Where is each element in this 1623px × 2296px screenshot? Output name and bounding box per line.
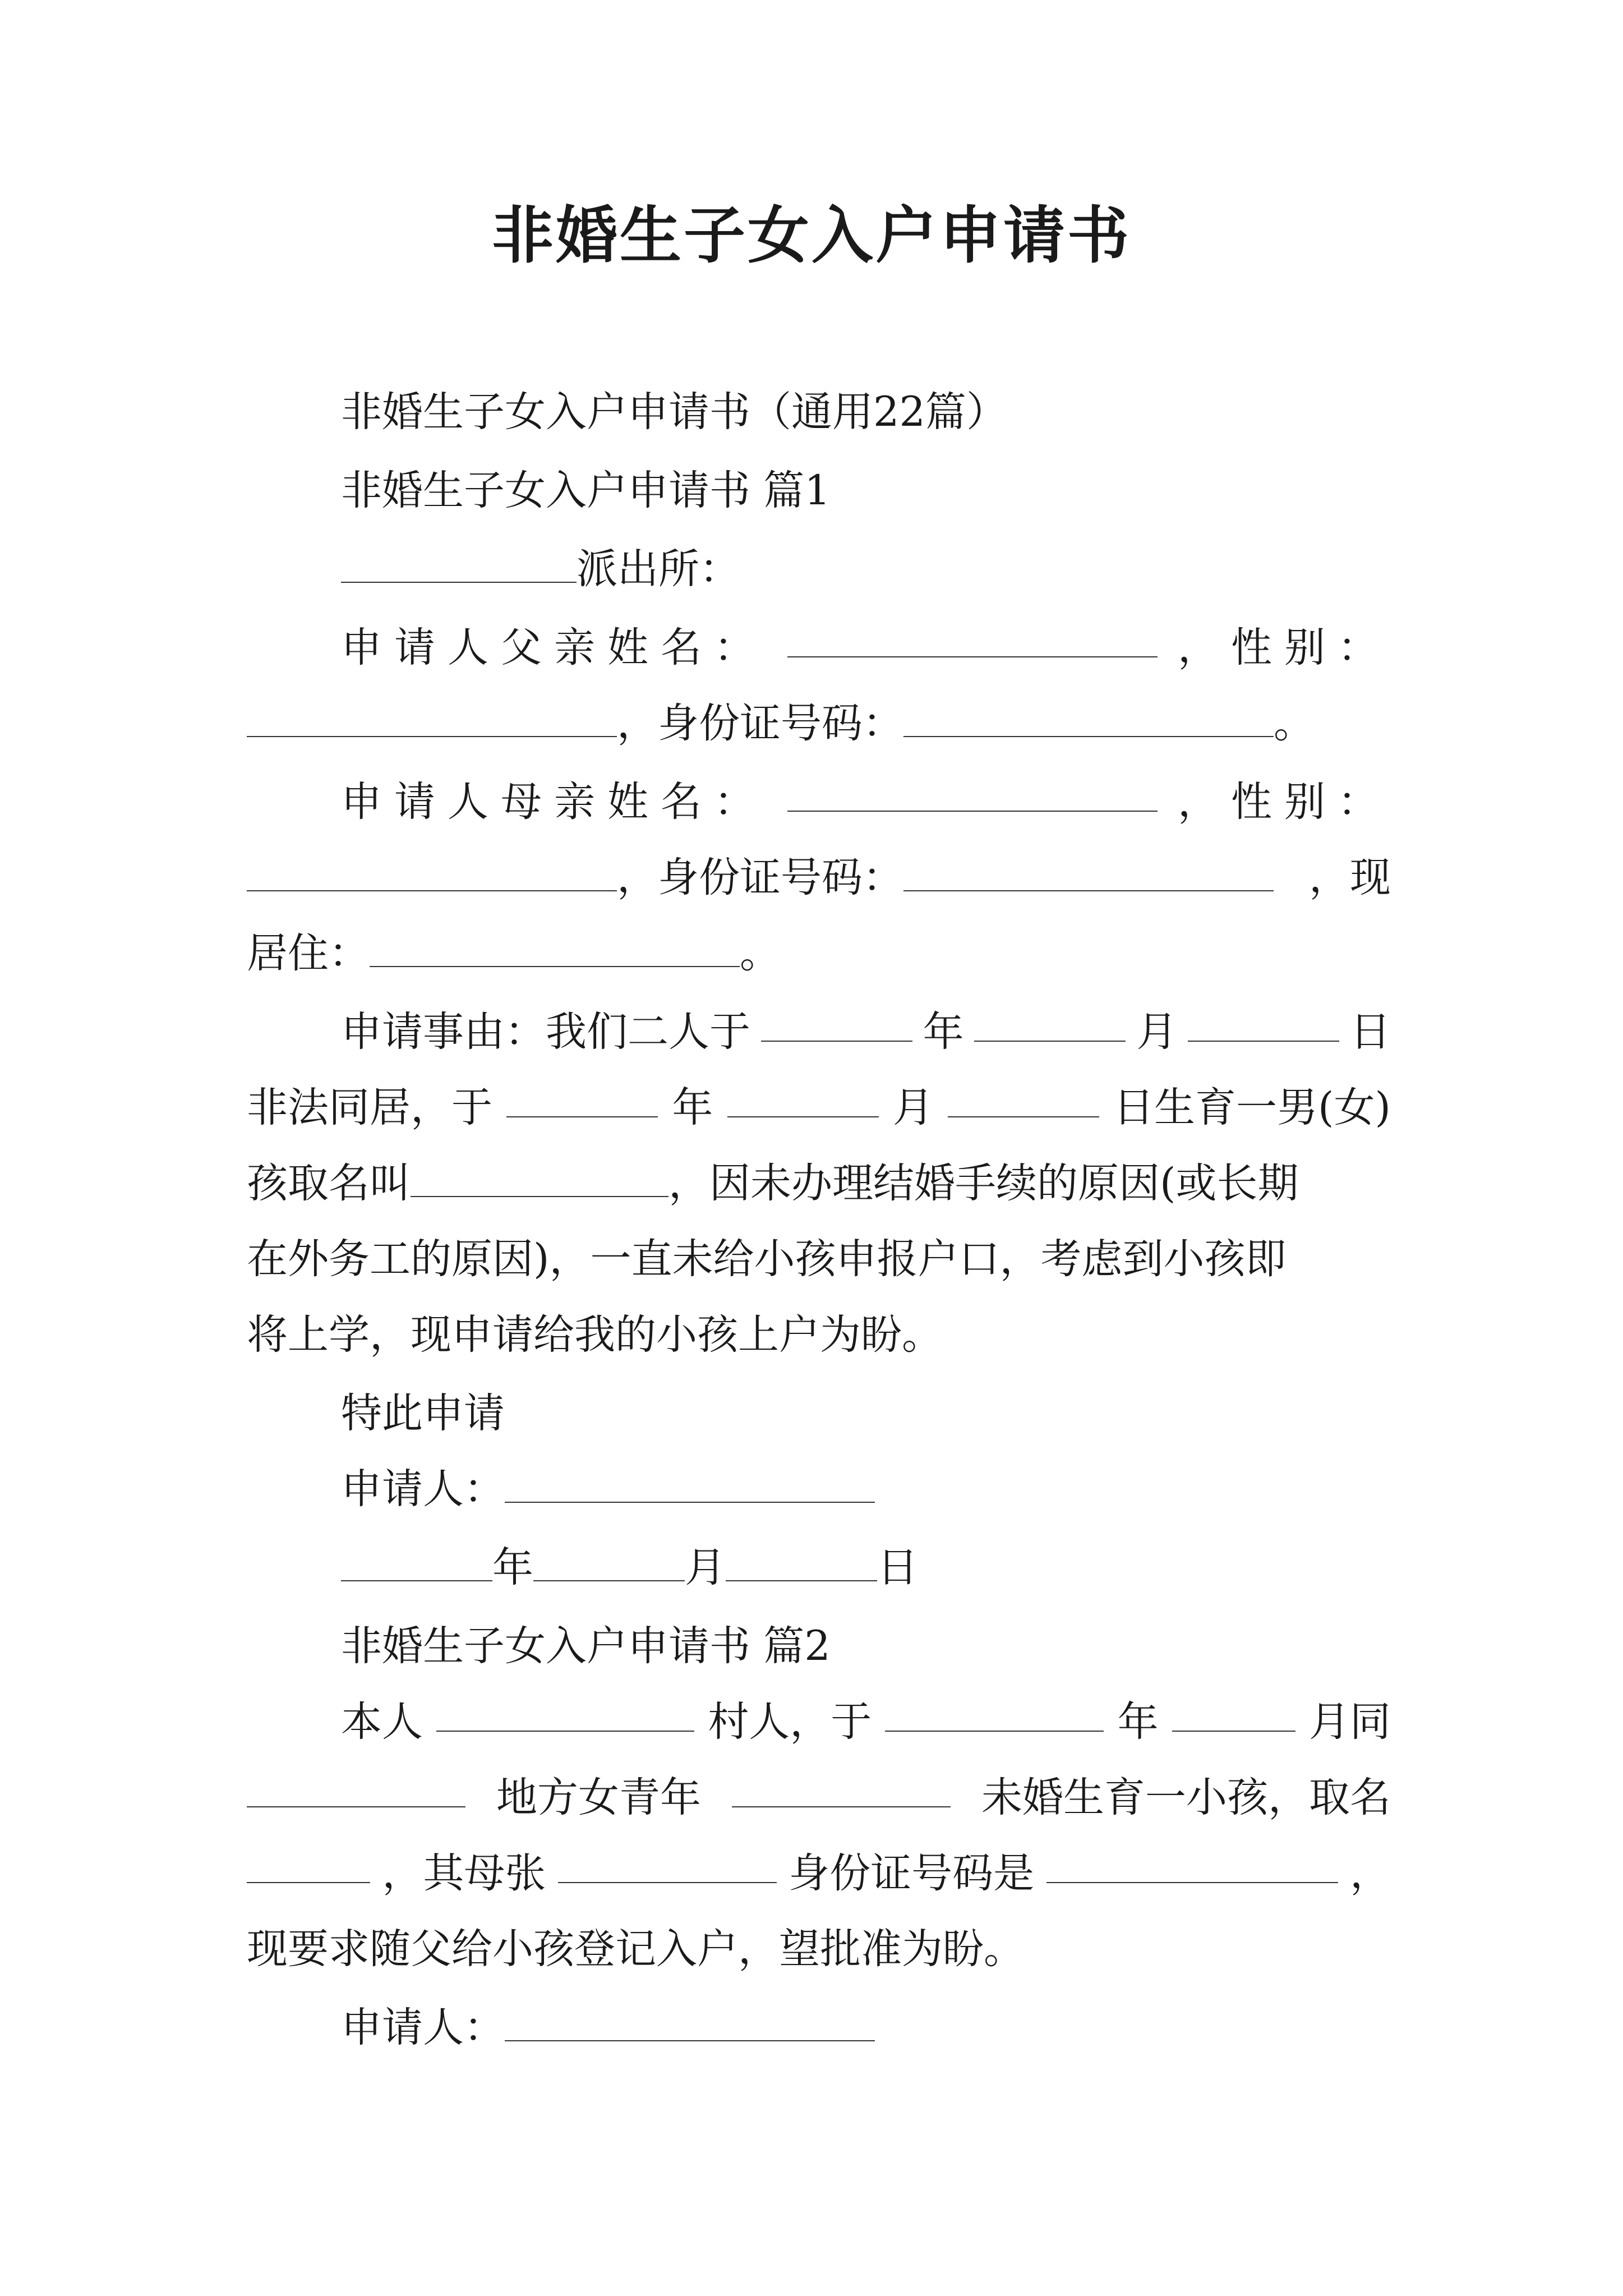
father-name-blank [787,617,1158,657]
a2-village-label: 村人，于 [708,1698,872,1746]
a2-month-blank [1172,1691,1295,1732]
date-year-label: 年 [492,1544,533,1591]
date-day-blank [726,1541,877,1581]
applicant-blank-1 [505,1462,875,1503]
cohabit-month-blank [974,1001,1126,1042]
subtitle: 非婚生子女入户申请书（通用22篇） [341,388,1007,436]
residence-blank [370,927,740,967]
date-year-blank [341,1541,492,1581]
date-month-blank [533,1541,685,1581]
residence-line [247,923,781,984]
father-id-label: ，身份证号码： [617,700,903,747]
article2-line-3 [247,1843,1391,1904]
mother-line [341,771,1391,833]
reason-intro: 申请事由：我们二人于 [341,1008,750,1056]
special-request: 特此申请 [341,1389,505,1437]
a2-village-blank [436,1691,694,1732]
birth-year-blank [506,1077,658,1117]
birth-month-blank [727,1077,879,1117]
applicant-label-2: 申请人： [341,2004,505,2051]
birth-day-blank [948,1077,1099,1117]
a2-mother-blank [558,1843,777,1883]
father-id-period: 。 [1274,700,1315,747]
father-gender-label: ，性别： [1178,624,1391,671]
father-name-label: 申请人父亲姓名： [341,624,767,671]
applicant-label-1: 申请人： [341,1465,505,1513]
applicant-blank-2 [505,2001,875,2041]
father-gender-blank [247,697,617,737]
applicant-line-2 [341,1997,875,2059]
birth-month-label: 月 [892,1084,934,1131]
applicant-line-1 [341,1458,875,1520]
residence-label: 居住： [247,930,370,977]
a2-woman-blank [732,1767,951,1807]
a2-id-label: 身份证号码是 [789,1849,1035,1897]
date-day-label: 日 [877,1544,918,1591]
mother-id-blank [903,851,1274,891]
a2-child-name-blank [247,1843,370,1883]
father-id-blank [903,697,1274,737]
date-month-label: 月 [685,1544,726,1591]
birth-year-label: 年 [672,1084,713,1131]
cohabit-year-label: 年 [923,1008,964,1056]
mother-id-label: ，身份证号码： [617,854,903,901]
mother-name-label: 申请人母亲姓名： [341,778,767,826]
article2-line-4: 现要求随父给小孩登记入户，望批准为盼。 [247,1925,1025,1973]
reason-line-1 [341,1001,1391,1063]
police-station-blank [341,542,577,583]
mother-now-label: ，现 [1309,854,1391,901]
a2-month-label: 月同 [1308,1698,1391,1746]
reason-cohabit-text: 非法同居，于 [247,1084,492,1131]
a2-comma: ， [1349,1849,1391,1897]
father-line [341,617,1391,679]
cohabit-month-label: 月 [1136,1008,1178,1056]
reason-line-4: 在外务工的原因)，一直未给小孩申报户口，考虑到小孩即 [247,1235,1287,1283]
reason-line-3 [247,1153,1298,1214]
article2-line-1 [341,1691,1391,1753]
a2-mother-label: ，其母张 [382,1849,546,1897]
date-line [341,1537,918,1599]
document-title: 非婚生子女入户申请书 [492,199,1131,272]
child-name-blank [411,1157,668,1197]
mother-name-blank [787,771,1158,812]
police-station-label: 派出所： [577,545,740,593]
cohabit-day-label: 日 [1349,1008,1391,1056]
child-name-label: 孩取名叫 [247,1159,411,1207]
cohabit-year-blank [761,1001,912,1042]
article2-line-2 [247,1767,1391,1829]
mother-gender-label: ，性别： [1178,778,1391,826]
birth-text: 日生育一男(女) [1113,1084,1391,1131]
reason-cause-text: ，因未办理结婚手续的原因(或长期 [668,1159,1299,1207]
a2-id-blank [1046,1843,1338,1883]
mother-gender-blank [247,851,617,891]
article1-heading: 非婚生子女入户申请书 篇1 [341,467,831,514]
a2-woman-label: 地方女青年 [496,1774,701,1821]
residence-period: 。 [740,930,781,977]
reason-line-2 [247,1077,1391,1139]
cohabit-day-blank [1188,1001,1339,1042]
a2-place-blank [247,1767,465,1807]
father-id-line [247,693,1315,754]
reason-line-5: 将上学，现申请给我的小孩上户为盼。 [247,1311,943,1359]
a2-year-blank [885,1691,1104,1732]
a2-birth-label: 未婚生育一小孩，取名 [981,1774,1391,1821]
mother-id-line [247,847,1391,909]
article2-heading: 非婚生子女入户申请书 篇2 [341,1622,831,1670]
a2-year-label: 年 [1117,1698,1159,1746]
a2-self-label: 本人 [341,1698,423,1746]
police-station-line [341,539,740,600]
